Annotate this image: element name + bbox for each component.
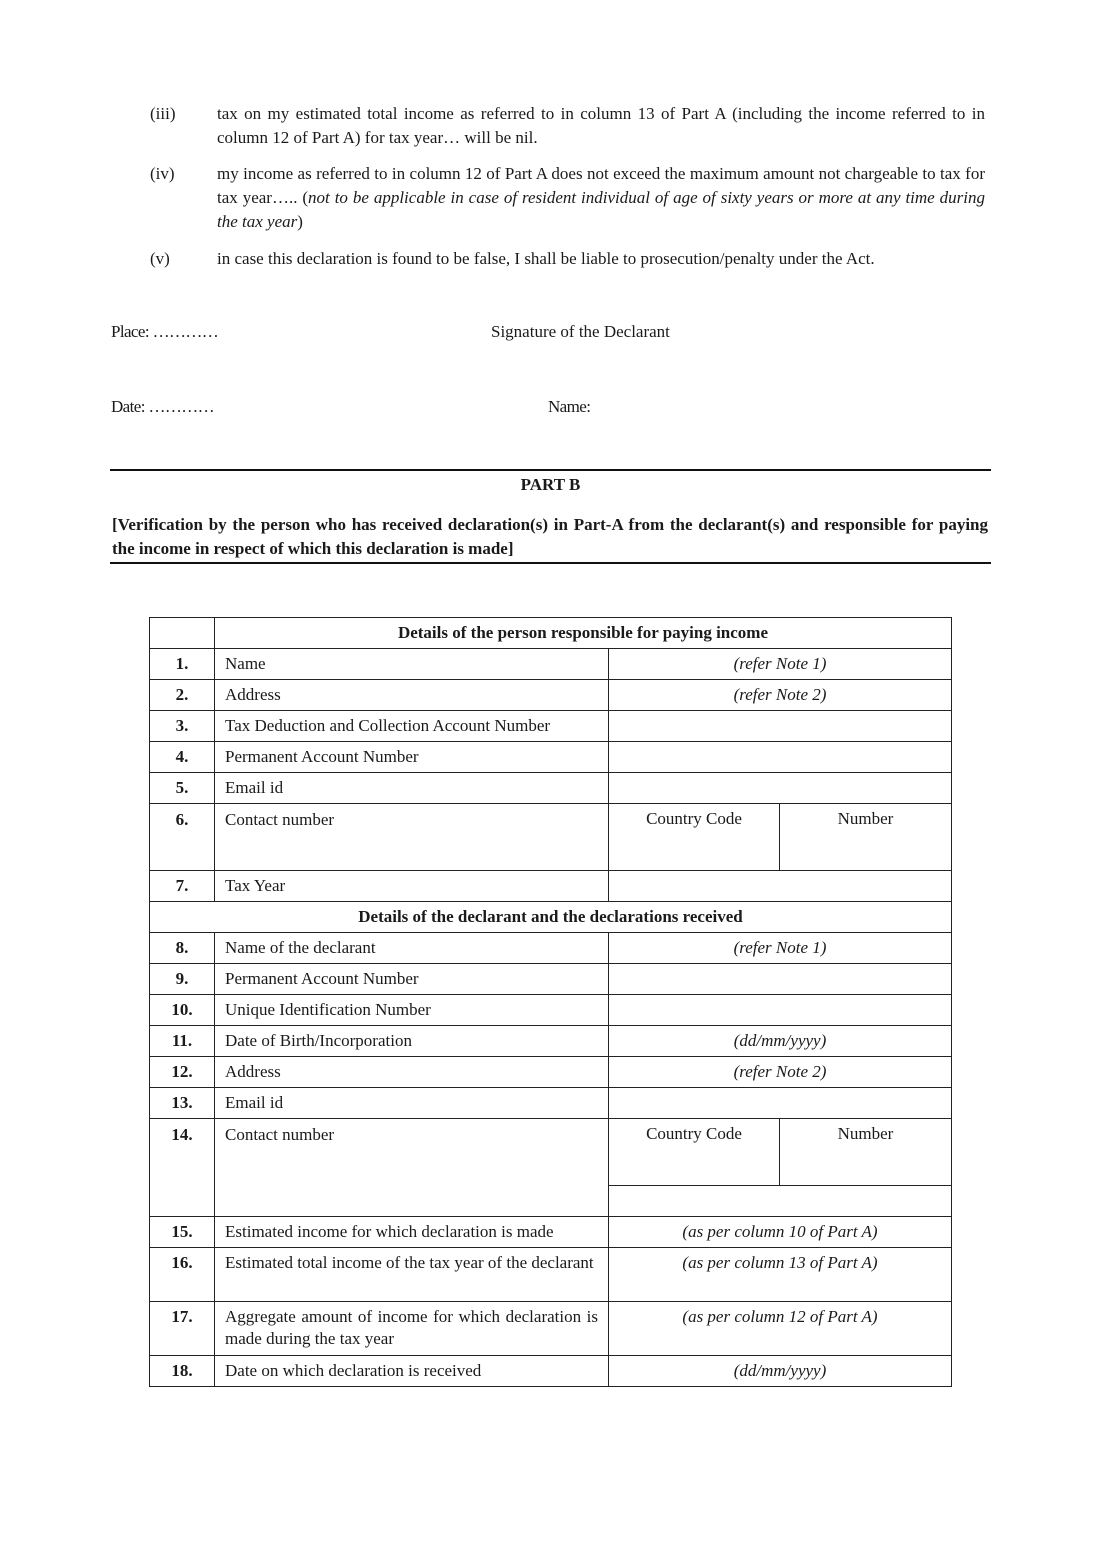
row-number: 10.: [150, 995, 215, 1026]
declaration-number: (v): [150, 249, 170, 268]
row-value: [609, 1088, 952, 1119]
row-number: 4.: [150, 742, 215, 773]
row-number: 3.: [150, 711, 215, 742]
table-row: [150, 773, 952, 804]
table-row: [150, 618, 952, 649]
row-value: (refer Note 1): [609, 933, 952, 964]
country-code-label: Country Code: [609, 1119, 780, 1186]
row-label: Unique Identification Number: [215, 995, 609, 1026]
table-row: [150, 711, 952, 742]
row-number: 12.: [150, 1057, 215, 1088]
row-value: [609, 773, 952, 804]
row-label: Name: [215, 649, 609, 680]
name-field: Name:: [548, 397, 591, 416]
row-label: Tax Deduction and Collection Account Number: [215, 711, 609, 742]
row-label: Contact number: [215, 804, 609, 871]
row-number: 14.: [150, 1119, 215, 1217]
row-number: 17.: [150, 1302, 215, 1356]
row-number: 5.: [150, 773, 215, 804]
row-value: [609, 711, 952, 742]
row-label: Aggregate amount of income for which declaration is made during the tax year: [215, 1302, 609, 1356]
declaration-text: in case this declaration is found to be false, I shall be liable to prosecution/penalty under the Act.: [217, 249, 875, 268]
table-row: [150, 1057, 952, 1088]
table-cell: [609, 1186, 952, 1217]
row-label: Permanent Account Number: [215, 742, 609, 773]
section-header: Details of the declarant and the declarations received: [150, 902, 952, 933]
row-number: 6.: [150, 804, 215, 871]
signature-label: Signature of the Declarant: [491, 322, 670, 341]
table-row: [150, 933, 952, 964]
table-row: [150, 1248, 952, 1302]
declaration-text-main: my income as referred to in column 12 of Part A does not exceed the maximum amount not chargeable to tax for tax year….. (: [217, 164, 985, 207]
row-value: [609, 871, 952, 902]
row-label: Estimated income for which declaration is made: [215, 1217, 609, 1248]
number-label: Number: [780, 1119, 952, 1186]
declaration-text: tax on my estimated total income as referred to in column 13 of Part A (including the income referred to in column 12 of Part A) for tax year… will be nil.: [217, 104, 985, 147]
table-row: [150, 649, 952, 680]
declaration-text-italic: not to be applicable in case of resident individual of age of sixty years or more at any time during the tax year: [217, 188, 985, 231]
row-label: Email id: [215, 773, 609, 804]
row-label: Address: [215, 1057, 609, 1088]
row-value: (dd/mm/yyyy): [609, 1356, 952, 1387]
table-row: [150, 964, 952, 995]
row-label: Permanent Account Number: [215, 964, 609, 995]
row-value: (refer Note 2): [609, 680, 952, 711]
divider-bottom: [110, 562, 991, 564]
table-row: [150, 804, 952, 871]
row-value: (as per column 10 of Part A): [609, 1217, 952, 1248]
date-field: Date: …………: [111, 397, 215, 416]
table-row: [150, 1088, 952, 1119]
row-value: [609, 742, 952, 773]
row-label: Date on which declaration is received: [215, 1356, 609, 1387]
row-value: (refer Note 1): [609, 649, 952, 680]
row-label: Address: [215, 680, 609, 711]
row-value: [609, 964, 952, 995]
row-value: (as per column 12 of Part A): [609, 1302, 952, 1356]
part-b-description: [Verification by the person who has received declaration(s) in Part-A from the declarant(s) and responsible for paying the income in respect of which this declaration is made]: [112, 515, 988, 558]
table-row: [150, 1217, 952, 1248]
row-value: [609, 995, 952, 1026]
divider-top: [110, 469, 991, 471]
row-label: Tax Year: [215, 871, 609, 902]
table-row: [150, 742, 952, 773]
declaration-number: (iii): [150, 104, 176, 123]
declaration-number: (iv): [150, 164, 175, 183]
row-number: 2.: [150, 680, 215, 711]
row-number: 8.: [150, 933, 215, 964]
number-label: Number: [780, 804, 952, 871]
row-number: 15.: [150, 1217, 215, 1248]
row-label: Date of Birth/Incorporation: [215, 1026, 609, 1057]
table-row: [150, 1302, 952, 1356]
part-b-title: PART B: [520, 475, 581, 494]
row-number: 13.: [150, 1088, 215, 1119]
row-number: 9.: [150, 964, 215, 995]
place-field: Place: …………: [111, 322, 219, 341]
section-header: Details of the person responsible for paying income: [215, 618, 952, 649]
table-row: [150, 1026, 952, 1057]
row-number: 18.: [150, 1356, 215, 1387]
table-row: [150, 1356, 952, 1387]
row-value: (refer Note 2): [609, 1057, 952, 1088]
table-row: [150, 871, 952, 902]
row-number: 7.: [150, 871, 215, 902]
table-cell: [150, 618, 215, 649]
row-number: 1.: [150, 649, 215, 680]
row-label: Name of the declarant: [215, 933, 609, 964]
row-label: Email id: [215, 1088, 609, 1119]
table-row: [150, 902, 952, 933]
row-label: Contact number: [215, 1119, 609, 1217]
row-number: 11.: [150, 1026, 215, 1057]
row-value: (as per column 13 of Part A): [609, 1248, 952, 1302]
declaration-text: [217, 162, 985, 234]
declaration-text-tail: ): [297, 212, 303, 231]
table-row: [150, 995, 952, 1026]
row-value: (dd/mm/yyyy): [609, 1026, 952, 1057]
verification-table: [149, 617, 952, 1387]
country-code-label: Country Code: [609, 804, 780, 871]
row-label: Estimated total income of the tax year of the declarant: [215, 1248, 609, 1302]
table-row: [150, 1119, 952, 1186]
row-number: 16.: [150, 1248, 215, 1302]
table-row: [150, 680, 952, 711]
